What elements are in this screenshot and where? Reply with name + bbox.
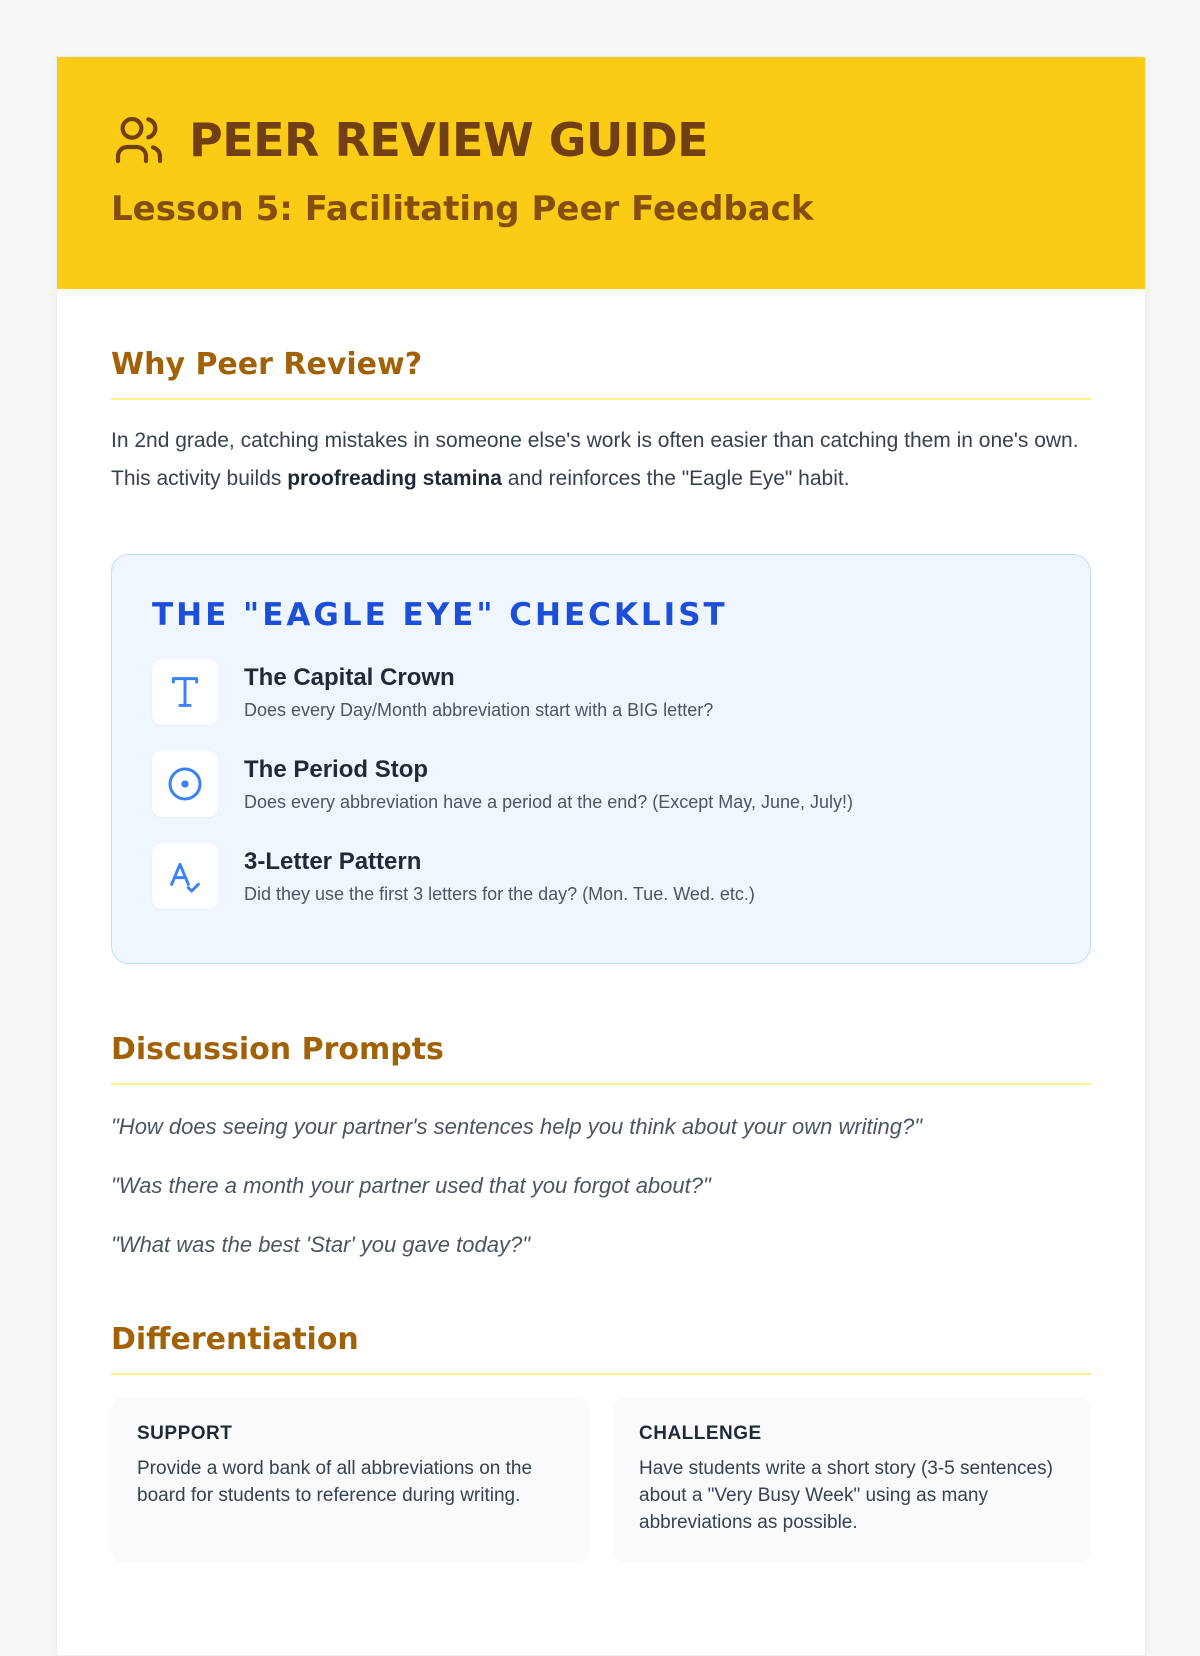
checklist-item-text	[244, 664, 713, 721]
intro-text-before: In 2nd grade, catching mistakes in someone else's work is often easier than catching them in one's own. This activity builds	[111, 429, 1079, 490]
challenge-box	[613, 1397, 1091, 1563]
discussion-heading: Discussion Prompts	[111, 1032, 1091, 1085]
differentiation-row	[111, 1397, 1091, 1563]
eagle-eye-checklist	[111, 554, 1091, 964]
intro-paragraph	[111, 422, 1091, 498]
discussion-prompt: "What was the best 'Star' you gave today?"	[111, 1232, 531, 1257]
circle-dot-icon	[152, 751, 218, 817]
support-text: Provide a word bank of all abbreviations on the board for students to reference during writing.	[137, 1458, 533, 1506]
why-heading: Why Peer Review?	[111, 347, 1091, 400]
support-box	[111, 1397, 589, 1563]
challenge-label: CHALLENGE	[639, 1423, 762, 1444]
letter-t-icon	[152, 659, 218, 725]
discussion-prompt: "Was there a month your partner used that you forgot about?"	[111, 1173, 711, 1198]
checklist-item-description: Does every Day/Month abbreviation start with a BIG letter?	[244, 699, 714, 720]
checklist-item-title: 3-Letter Pattern	[244, 847, 422, 875]
intro-text-bold: proofreading stamina	[287, 467, 502, 490]
checklist-item	[152, 843, 1050, 909]
main-content	[57, 347, 1145, 1563]
lesson-card	[56, 56, 1146, 1656]
title-row	[111, 109, 1091, 171]
checklist-item-text	[244, 848, 755, 905]
users-icon	[111, 112, 167, 168]
header-banner	[57, 57, 1145, 289]
checklist-item-description: Does every abbreviation have a period at the end? (Except May, June, July!)	[244, 791, 854, 812]
page-title: PEER REVIEW GUIDE	[189, 113, 709, 167]
checklist-item-description: Did they use the first 3 letters for the day? (Mon. Tue. Wed. etc.)	[244, 883, 755, 904]
differentiation-heading: Differentiation	[111, 1322, 1091, 1375]
checklist-item-text	[244, 756, 853, 813]
spell-check-icon	[152, 843, 218, 909]
checklist-item-title: The Period Stop	[244, 755, 429, 783]
checklist-item-title: The Capital Crown	[244, 663, 455, 691]
checklist-item	[152, 751, 1050, 817]
page-subtitle: Lesson 5: Facilitating Peer Feedback	[111, 189, 814, 229]
checklist-item	[152, 659, 1050, 725]
discussion-prompt: "How does seeing your partner's sentences help you think about your own writing?"	[111, 1114, 923, 1139]
challenge-text: Have students write a short story (3-5 sentences) about a "Very Busy Week" using as many abbreviations as possible.	[639, 1458, 1053, 1533]
support-label: SUPPORT	[137, 1423, 233, 1444]
checklist-title: THE "EAGLE EYE" CHECKLIST	[152, 597, 728, 633]
intro-text-after: and reinforces the "Eagle Eye" habit.	[501, 467, 850, 490]
